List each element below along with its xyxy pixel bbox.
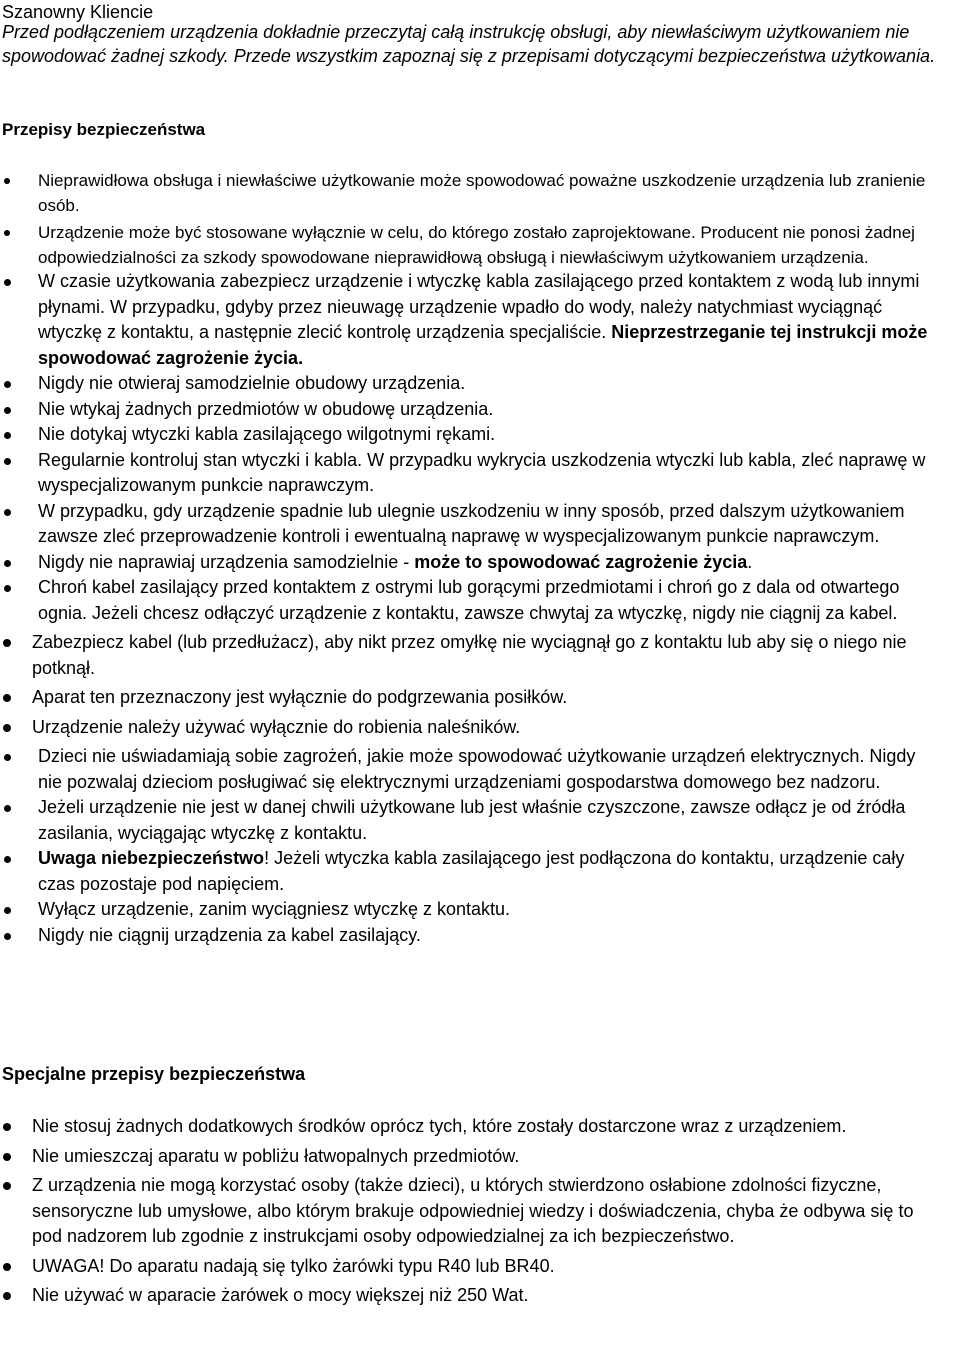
list-item <box>0 397 935 423</box>
list-item-text: Wyłącz urządzenie, zanim wyciągniesz wtyczkę z kontaktu. <box>38 899 511 919</box>
safety-rules-list <box>0 168 935 948</box>
list-item-text: W czasie użytkowania zabezpiecz urządzenie i wtyczkę kabla zasilającego przed kontaktem z wodą lub innymi płynami. W przypadku, gdyby przez nieuwagę urządzenie wpadło do wody, należy natychmiast wyciągnąć wtyczkę z kontaktu, a następnie zlecić kontrolę urządzenia specjaliście. Nieprzestrzeganie tej instrukcji może spowodować zagrożenie życia. <box>38 271 928 368</box>
list-item <box>0 744 935 795</box>
list-item-text: Nigdy nie otwieraj samodzielnie obudowy urządzenia. <box>38 373 466 393</box>
bullet-icon <box>4 585 11 592</box>
bullet-icon <box>4 407 11 414</box>
list-item <box>0 168 935 218</box>
list-item-text: Nie umieszczaj aparatu w pobliżu łatwopalnych przedmiotów. <box>32 1145 520 1166</box>
list-item <box>0 499 935 550</box>
list-item <box>0 269 935 371</box>
list-item <box>0 1254 935 1280</box>
list-item-text: Nie stosuj żadnych dodatkowych środków oprócz tych, które zostały dostarczone wraz z urządzeniem. <box>32 1116 847 1136</box>
list-item-text: Zabezpiecz kabel (lub przedłużacz), aby nikt przez omyłkę nie wyciągnął go z kontaktu lub aby się o niego nie potknął. <box>32 632 907 678</box>
list-item <box>0 846 935 897</box>
list-item-text: Urządzenie może być stosowane wyłącznie w celu, do którego zostało zaprojektowane. Producent nie ponosi żadnej odpowiedzialności za szkody spowodowane nieprawidłową obsługą i niewłaściwym użytkowaniem urządzenia. <box>38 223 915 267</box>
bullet-icon <box>3 639 11 647</box>
bullet-icon <box>3 1292 11 1300</box>
list-item-text: W przypadku, gdy urządzenie spadnie lub ulegnie uszkodzeniu w inny sposób, przed dalszym użytkowaniem zawsze zleć przeprowadzenie kontroli i ewentualną naprawę w wyspecjalizowanym punkcie naprawczym. <box>38 500 905 546</box>
bullet-icon <box>3 1182 11 1190</box>
list-item-text: Jeżeli urządzenie nie jest w danej chwili użytkowane lub jest właśnie czyszczone, zawsze odłącz je od źródła zasilania, wyciągając wtyczkę z kontaktu. <box>38 797 906 843</box>
list-item <box>0 630 935 681</box>
list-item-text: Aparat ten przeznaczony jest wyłącznie do podgrzewania posiłków. <box>32 687 568 707</box>
bullet-icon <box>4 279 11 286</box>
list-item-text: Z urządzenia nie mogą korzystać osoby (także dzieci), u których stwierdzono osłabione zdolności fizyczne, sensoryczne lub umysłowe, albo którym brakuje odpowiedniej wiedzy i doświadczenia, chyba że odbywa się to pod nadzorem lub zgodnie z instrukcjami osoby odpowiedzialnej za ich bezpieczeństwo. <box>32 1175 914 1246</box>
bullet-icon <box>4 754 11 761</box>
bullet-icon <box>4 856 11 863</box>
bullet-icon <box>4 178 10 184</box>
list-item <box>0 923 935 949</box>
list-item <box>0 715 935 741</box>
warning-text: może to spowodować zagrożenie życia <box>414 551 748 572</box>
list-item <box>0 448 935 499</box>
bullet-icon <box>4 509 11 516</box>
list-item <box>0 1144 935 1170</box>
list-item <box>0 795 935 846</box>
list-item-text: Nie dotykaj wtyczki kabla zasilającego wilgotnymi rękami. <box>38 424 496 444</box>
list-item <box>0 220 935 270</box>
bullet-icon <box>4 907 11 914</box>
bullet-icon <box>4 432 11 439</box>
list-item <box>0 1173 935 1250</box>
bullet-icon <box>4 805 11 812</box>
section-title-special-safety: Specjalne przepisy bezpieczeństwa <box>2 1064 306 1084</box>
list-item <box>0 575 935 626</box>
bullet-icon <box>4 933 11 940</box>
bullet-icon <box>4 458 11 465</box>
bullet-icon <box>3 1153 11 1161</box>
list-item-text: Regularnie kontroluj stan wtyczki i kabla. W przypadku wykrycia uszkodzenia wtyczki lub kabla, zleć naprawę w wyspecjalizowanym punkcie naprawczym. <box>38 449 926 495</box>
special-safety-rules-list <box>0 1114 935 1309</box>
bullet-icon <box>3 694 11 702</box>
list-item-text: Nie wtykaj żadnych przedmiotów w obudowę urządzenia. <box>38 398 494 419</box>
list-item <box>0 1114 935 1140</box>
list-item-text: Nigdy nie naprawiaj urządzenia samodzielnie - może to spowodować zagrożenie życia. <box>38 551 753 572</box>
warning-text: Nieprzestrzeganie tej instrukcji może spowodować zagrożenie życia. <box>38 322 928 368</box>
bullet-icon <box>3 1263 11 1271</box>
list-item <box>0 1283 935 1309</box>
list-item-text: UWAGA! Do aparatu nadają się tylko żarówki typu R40 lub BR40. <box>32 1255 555 1276</box>
list-item-text: Nigdy nie ciągnij urządzenia za kabel zasilający. <box>38 924 421 945</box>
bullet-icon <box>4 381 11 388</box>
bullet-icon <box>3 724 11 732</box>
bullet-icon <box>4 560 11 567</box>
greeting: Szanowny Kliencie <box>2 2 154 22</box>
list-item <box>0 550 935 576</box>
list-item-text: Uwaga niebezpieczeństwo! Jeżeli wtyczka kabla zasilającego jest podłączona do kontaktu, urządzenie cały czas pozostaje pod napięciem. <box>38 848 905 894</box>
list-item <box>0 371 935 397</box>
list-item-text: Nie używać w aparacie żarówek o mocy większej niż 250 Wat. <box>32 1285 529 1305</box>
list-item <box>0 897 935 923</box>
list-item-text: Nieprawidłowa obsługa i niewłaściwe użytkowanie może spowodować poważne uszkodzenie urządzenia lub zranienie osób. <box>38 171 926 215</box>
warning-text: Uwaga niebezpieczeństwo <box>38 848 265 868</box>
section-title-safety: Przepisy bezpieczeństwa <box>2 120 206 139</box>
list-item-text: Chroń kabel zasilający przed kontaktem z ostrymi lub gorącymi przedmiotami i chroń go z dala od otwartego ognia. Jeżeli chcesz odłączyć urządzenie z kontaktu, zawsze chwytaj za wtyczkę, nigdy nie ciągnij za kabel. <box>38 577 900 623</box>
bullet-icon <box>3 1123 11 1131</box>
bullet-icon <box>4 230 10 236</box>
list-item-text: Urządzenie należy używać wyłącznie do robienia naleśników. <box>32 716 521 737</box>
list-item-text: Dzieci nie uświadamiają sobie zagrożeń, jakie może spowodować użytkowanie urządzeń elektrycznych. Nigdy nie pozwalaj dzieciom posługiwać się elektrycznymi urządzeniami gospodarstwa domowego bez nadzoru. <box>38 746 916 792</box>
list-item <box>0 422 935 448</box>
list-item <box>0 685 935 711</box>
intro-paragraph: Przed podłączeniem urządzenia dokładnie przeczytaj całą instrukcję obsługi, aby niewłaściwym użytkowaniem nie spowodować żadnej szkody. Przede wszystkim zapoznaj się z przepisami dotyczącymi bezpieczeństwa użytkowania. <box>2 22 936 66</box>
